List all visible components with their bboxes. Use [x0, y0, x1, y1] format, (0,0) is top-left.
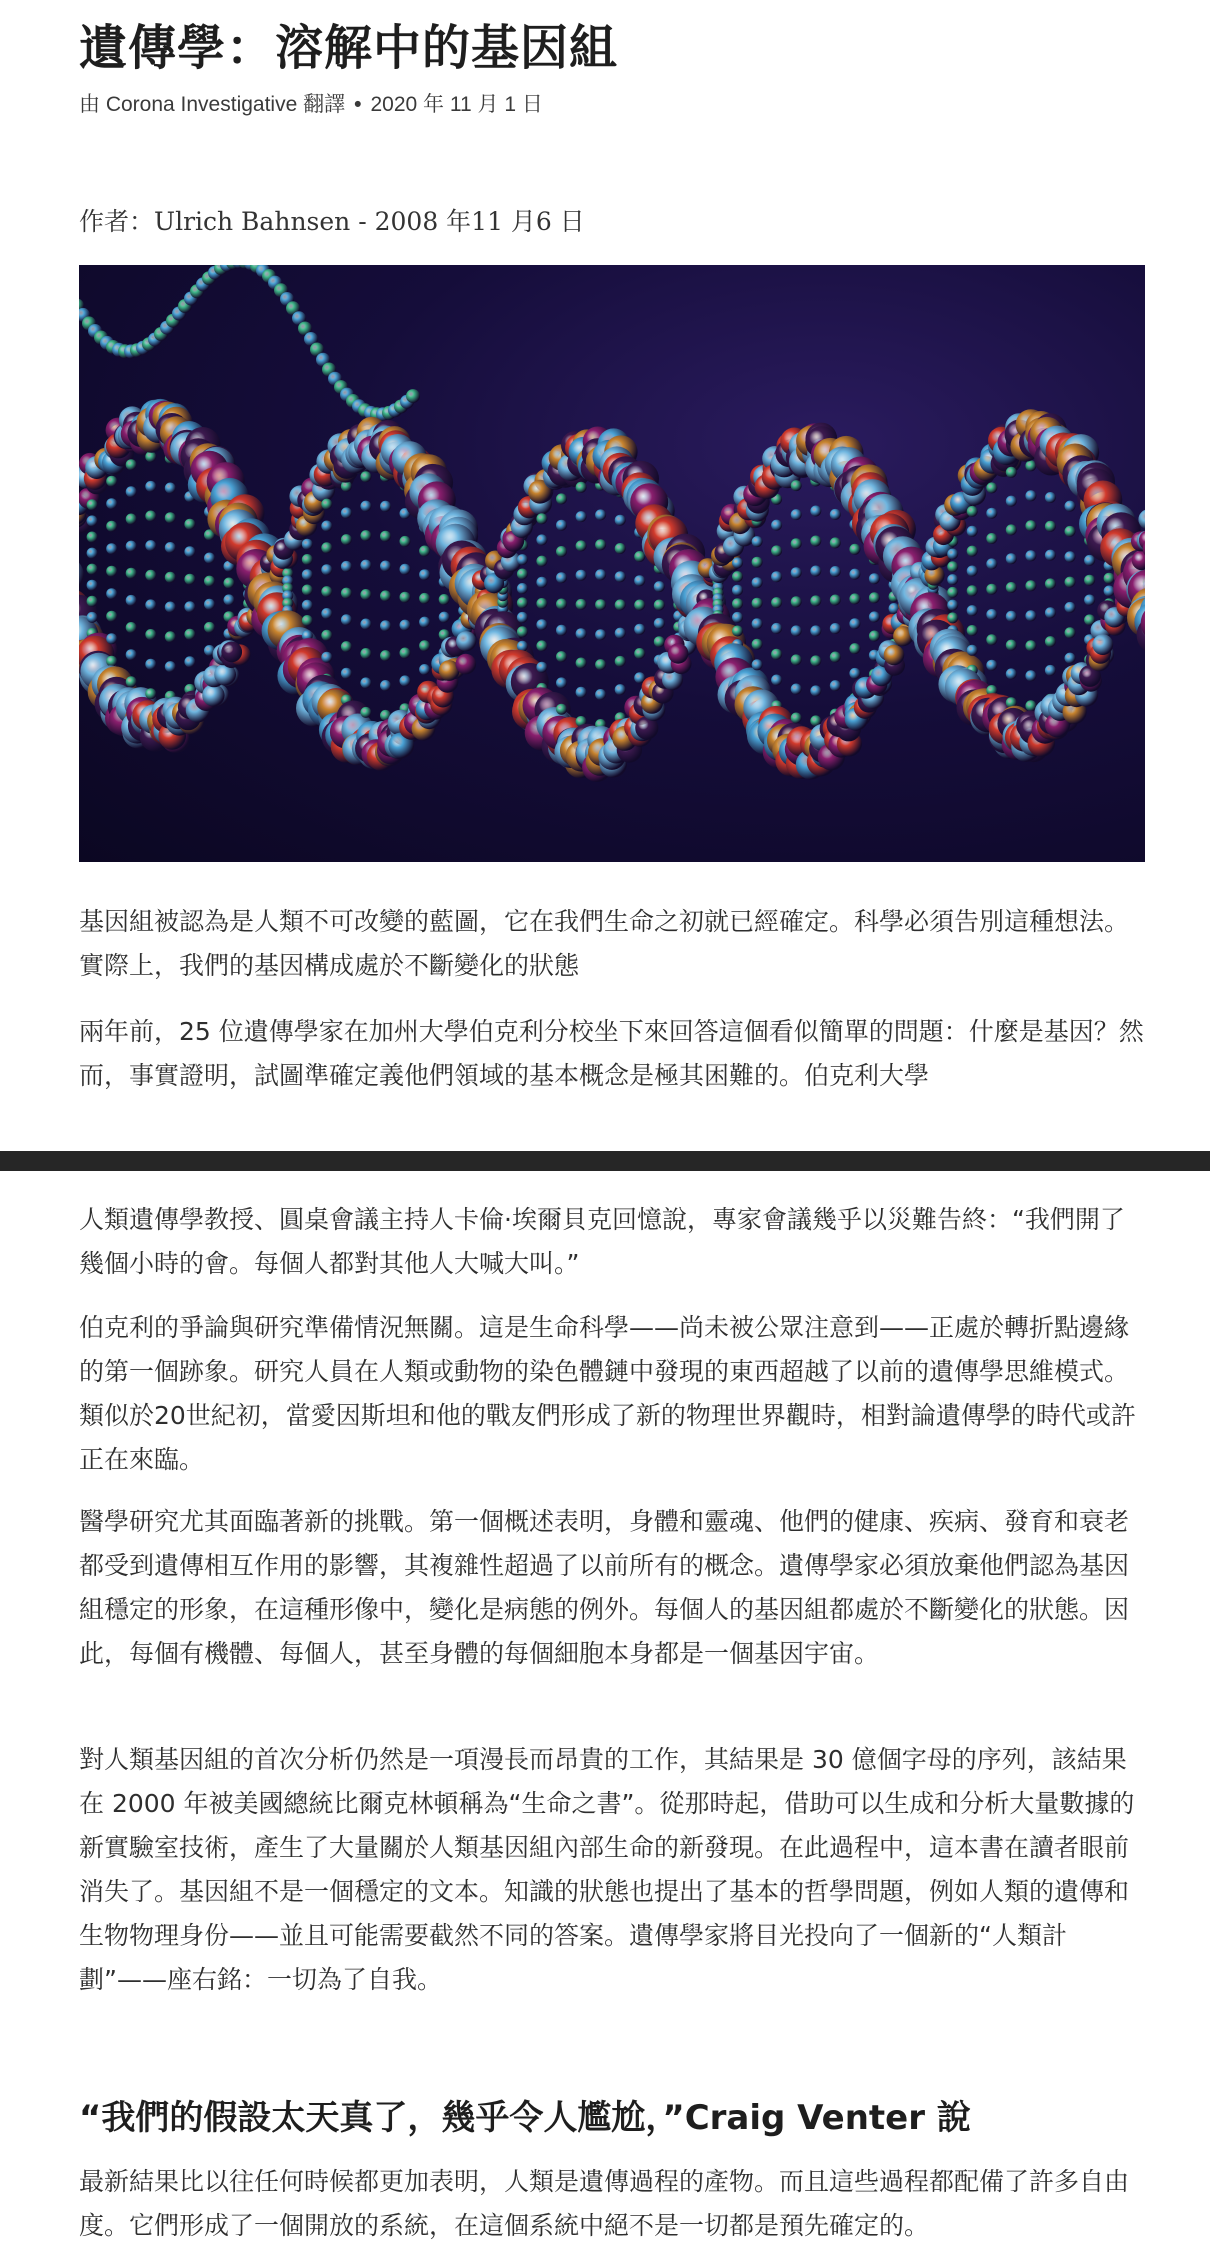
helix-bead	[1092, 634, 1113, 655]
helix-bead	[204, 599, 215, 610]
helix-bead	[556, 599, 567, 610]
helix-bead	[967, 645, 978, 656]
helix-bead	[752, 577, 763, 588]
helix-bead	[517, 554, 528, 565]
helix-bead	[1045, 550, 1056, 561]
helix-bead	[1084, 575, 1095, 586]
helix-bead	[400, 675, 411, 686]
helix-bead	[106, 521, 117, 532]
helix-bead	[967, 585, 978, 596]
helix-bead	[576, 658, 587, 669]
helix-bead	[556, 704, 567, 715]
helix-bead	[556, 493, 567, 504]
author-line: 作者：Ulrich Bahnsen - 2008 年11 月6 日	[79, 207, 585, 236]
helix-bead	[732, 557, 743, 568]
helix-bead	[145, 629, 156, 640]
helix-bead	[771, 520, 782, 531]
helix-bead	[380, 561, 391, 572]
helix-bead	[869, 592, 880, 603]
helix-bead	[517, 612, 528, 623]
helix-bead	[986, 508, 997, 519]
helix-bead	[341, 561, 352, 572]
helix-bead	[126, 541, 137, 552]
helix-bead	[595, 599, 606, 610]
helix-bead	[517, 569, 528, 580]
helix-bead	[615, 543, 626, 554]
helix-bead	[126, 649, 137, 660]
helix-bead	[302, 539, 313, 550]
helix-bead	[1006, 496, 1017, 507]
helix-bead	[752, 536, 763, 547]
helix-bead	[165, 572, 176, 583]
helix-bead	[967, 566, 978, 577]
helix-bead	[419, 593, 430, 604]
helix-bead	[615, 599, 626, 610]
helix-bead	[165, 542, 176, 553]
helix-bead	[419, 640, 430, 651]
helix-bead	[986, 558, 997, 569]
helix-bead	[439, 612, 450, 623]
helix-bead	[1065, 501, 1076, 512]
helix-bead	[556, 677, 567, 688]
helix-bead	[321, 564, 332, 575]
helix-bead	[536, 577, 547, 588]
helix-bead	[1006, 668, 1017, 679]
helix-bead	[869, 631, 880, 642]
helix-bead	[380, 620, 391, 631]
helix-bead	[536, 598, 547, 609]
helix-bead	[360, 589, 371, 600]
helix-bead	[184, 546, 195, 557]
helix-bead	[849, 618, 860, 629]
helix-bead	[615, 684, 626, 695]
helix-bead	[810, 506, 821, 517]
helix-bead	[869, 573, 880, 584]
helix-bead	[1025, 520, 1036, 531]
helix-bead	[517, 597, 528, 608]
helix-bead	[456, 654, 477, 675]
helix-bead	[126, 486, 137, 497]
helix-bead	[224, 594, 235, 605]
helix-bead	[536, 556, 547, 567]
helix-bead	[321, 630, 332, 641]
helix-bead	[106, 633, 117, 644]
helix-bead	[810, 536, 821, 547]
helix-bead	[1025, 580, 1036, 591]
helix-bead	[341, 641, 352, 652]
helix-bead	[341, 588, 352, 599]
helix-bead	[419, 569, 430, 580]
helix-bead	[556, 546, 567, 557]
helix-bead	[106, 543, 117, 554]
helix-bead	[360, 707, 371, 718]
helix-bead	[849, 668, 860, 679]
helix-bead	[556, 651, 567, 662]
helix-bead	[341, 668, 352, 679]
helix-bead	[849, 569, 860, 580]
helix-bead	[810, 655, 821, 666]
helix-bead	[771, 623, 782, 634]
helix-bead	[106, 498, 117, 509]
helix-bead	[986, 634, 997, 645]
helix-bead	[126, 459, 137, 470]
helix-bead	[1025, 640, 1036, 651]
helix-bead	[380, 650, 391, 661]
helix-bead	[1025, 490, 1036, 501]
helix-bead	[830, 680, 841, 691]
helix-bead	[771, 545, 782, 556]
helix-bead	[145, 570, 156, 581]
helix-bead	[126, 514, 137, 525]
helix-bead	[87, 596, 98, 607]
helix-bead	[145, 511, 156, 522]
helix-bead	[884, 645, 905, 666]
helix-bead	[967, 506, 978, 517]
helix-bead	[536, 640, 547, 651]
dna-helix-illustration	[79, 265, 1145, 862]
helix-bead	[145, 451, 156, 462]
helix-bead	[106, 476, 117, 487]
helix-bead	[87, 499, 98, 510]
helix-bead	[517, 583, 528, 594]
helix-bead	[400, 620, 411, 631]
helix-bead	[1045, 636, 1056, 647]
helix-bead	[380, 531, 391, 542]
helix-bead	[732, 626, 743, 637]
helix-bead	[615, 628, 626, 639]
helix-bead	[810, 685, 821, 696]
paragraph-intro-2: 兩年前，25 位遺傳學家在加州大學伯克利分校坐下來回答這個看似簡單的問題：什麼是基因？然而，事實證明，試圖準確定義他們領域的基本概念是極其困難的。伯克利大學	[79, 1017, 1144, 1090]
paragraph-body-5: 最新結果比以往任何時候都更加表明，人類是遺傳過程的產物。而且這些過程都配備了許多自由度。它們形成了一個開放的系統，在這個系統中絕不是一切都是預先確定的。	[79, 2167, 1130, 2240]
helix-bead	[947, 587, 958, 598]
helix-bead	[302, 600, 313, 611]
helix-bead	[204, 622, 215, 633]
helix-bead	[165, 631, 176, 642]
helix-bead	[302, 554, 313, 565]
helix-bead	[406, 389, 420, 403]
helix-bead	[126, 676, 137, 687]
helix-bead	[536, 534, 547, 545]
helix-bead	[400, 648, 411, 659]
helix-bead	[321, 608, 332, 619]
helix-bead	[1006, 467, 1017, 478]
helix-bead	[849, 544, 860, 555]
helix-bead	[752, 598, 763, 609]
helix-bead	[1025, 670, 1036, 681]
helix-bead	[1104, 586, 1115, 597]
helix-bead	[321, 521, 332, 532]
helix-bead	[184, 519, 195, 530]
helix-bead	[810, 566, 821, 577]
helix-bead	[830, 509, 841, 520]
helix-bead	[1065, 627, 1076, 638]
helix-bead	[106, 656, 117, 667]
helix-bead	[87, 612, 98, 623]
helix-bead	[986, 609, 997, 620]
helix-bead	[1084, 595, 1095, 606]
helix-bead	[1025, 610, 1036, 621]
helix-bead	[126, 622, 137, 633]
helix-bead	[106, 588, 117, 599]
helix-bead	[947, 549, 958, 560]
helix-bead	[634, 648, 645, 659]
helix-bead	[752, 618, 763, 629]
helix-bead	[791, 625, 802, 636]
helix-bead	[380, 501, 391, 512]
helix-bead	[380, 590, 391, 601]
helix-bead	[576, 628, 587, 639]
helix-bead	[419, 546, 430, 557]
helix-bead	[204, 576, 215, 587]
helix-bead	[360, 560, 371, 571]
helix-bead	[145, 481, 156, 492]
helix-bead	[595, 509, 606, 520]
dna-double-helix-image	[79, 265, 1145, 862]
helix-bead	[419, 617, 430, 628]
helix-bead	[595, 629, 606, 640]
helix-bead	[360, 648, 371, 659]
helix-bead	[360, 677, 371, 688]
helix-bead	[615, 515, 626, 526]
helix-bead	[165, 661, 176, 672]
helix-bead	[165, 512, 176, 523]
helix-bead	[654, 618, 665, 629]
helix-bead	[106, 566, 117, 577]
helix-bead	[1065, 653, 1076, 664]
helix-bead	[849, 593, 860, 604]
helix-bead	[1065, 551, 1076, 562]
helix-bead	[145, 659, 156, 670]
helix-bead	[341, 614, 352, 625]
helix-bead	[302, 569, 313, 580]
helix-bead	[576, 599, 587, 610]
helix-bead	[830, 566, 841, 577]
article-title: 遺傳學：溶解中的基因組	[79, 20, 619, 76]
helix-bead	[360, 501, 371, 512]
paragraph-body-1: 人類遺傳學教授、圓桌會議主持人卡倫·埃爾貝克回憶說，專家會議幾乎以災難告終：“我們開了幾個小時的會。每個人都對其他人大喊大叫。”	[79, 1205, 1125, 1278]
paragraph-body-2: 伯克利的爭論與研究準備情況無關。這是生命科學——尚未被公眾注意到——正處於轉折點邊緣的第一個跡象。研究人員在人類或動物的染色體鏈中發現的東西超越了以前的遺傳學思維模式。類似於20世紀初，當愛因斯坦和他的戰友們形成了新的物理世界觀時，相對論遺傳學的時代或許正在來臨。	[79, 1313, 1136, 1474]
helix-bead	[321, 499, 332, 510]
helix-bead	[165, 602, 176, 613]
byline-separator: •	[354, 93, 362, 116]
helix-bead	[771, 597, 782, 608]
helix-bead	[791, 596, 802, 607]
helix-bead	[1084, 555, 1095, 566]
helix-bead	[595, 689, 606, 700]
helix-bead	[986, 660, 997, 671]
helix-bead	[87, 564, 98, 575]
helix-bead	[595, 659, 606, 670]
helix-bead	[1045, 492, 1056, 503]
helix-bead	[634, 575, 645, 586]
helix-bead	[224, 578, 235, 589]
helix-bead	[145, 540, 156, 551]
helix-bead	[517, 626, 528, 637]
helix-bead	[576, 540, 587, 551]
helix-bead	[145, 688, 156, 699]
helix-bead	[87, 532, 98, 543]
helix-bead	[771, 571, 782, 582]
helix-bead	[967, 526, 978, 537]
helix-bead	[732, 612, 743, 623]
helix-bead	[634, 624, 645, 635]
helix-bead	[615, 571, 626, 582]
helix-bead	[145, 599, 156, 610]
helix-bead	[771, 649, 782, 660]
helix-bead	[576, 687, 587, 698]
helix-bead	[456, 631, 476, 651]
helix-bead	[791, 538, 802, 549]
helix-bead	[1006, 640, 1017, 651]
helix-bead	[654, 600, 665, 611]
helix-bead	[87, 580, 98, 591]
helix-bead	[321, 586, 332, 597]
helix-bead	[830, 623, 841, 634]
page-divider	[0, 1151, 1210, 1171]
section-subheading: “我們的假設太天真了，幾乎令人尷尬，”Craig Venter 說	[79, 2098, 971, 2138]
helix-bead	[341, 534, 352, 545]
byline	[79, 88, 1145, 122]
helix-bead	[986, 533, 997, 544]
helix-bead	[810, 625, 821, 636]
helix-bead	[752, 659, 763, 670]
byline-date: 2020 年 11 月 1 日	[370, 93, 543, 116]
helix-bead	[1006, 553, 1017, 564]
byline-translator: 由 Corona Investigative 翻譯	[79, 93, 346, 116]
helix-bead	[341, 507, 352, 518]
helix-bead	[1006, 611, 1017, 622]
helix-bead	[791, 509, 802, 520]
helix-bead	[87, 548, 98, 559]
helix-bead	[165, 483, 176, 494]
helix-bead	[1045, 521, 1056, 532]
helix-bead	[536, 662, 547, 673]
helix-bead	[360, 619, 371, 630]
helix-bead	[576, 482, 587, 493]
helix-bead	[1006, 524, 1017, 535]
helix-bead	[791, 654, 802, 665]
helix-bead	[439, 594, 450, 605]
helix-bead	[302, 615, 313, 626]
helix-bead	[87, 515, 98, 526]
helix-bead	[830, 652, 841, 663]
helix-bead	[576, 511, 587, 522]
helix-bead	[732, 585, 743, 596]
helix-bead	[967, 605, 978, 616]
helix-bead	[830, 537, 841, 548]
helix-bead	[849, 643, 860, 654]
helix-bead	[106, 611, 117, 622]
helix-bead	[1025, 550, 1036, 561]
helix-bead	[967, 546, 978, 557]
helix-bead	[184, 629, 195, 640]
paragraph-body-3: 醫學研究尤其面臨著新的挑戰。第一個概述表明，身體和靈魂、他們的健康、疾病、發育和衰老都受到遺傳相互作用的影響，其複雜性超過了以前所有的概念。遺傳學家必須放棄他們認為基因組穩定的形象，在這種形像中，變化是病態的例外。每個人的基因組都處於不斷變化的狀態。因此，每個有機體、每個人，甚至身體的每個細胞本身都是一個基因宇宙。	[79, 1507, 1130, 1668]
helix-bead	[419, 664, 430, 675]
helix-bead	[126, 595, 137, 606]
helix-bead	[791, 480, 802, 491]
paragraph-intro-1: 基因組被認為是人類不可改變的藍圖，它在我們生命之初就已經確定。科學必須告別這種想法。實際上，我們的基因構成處於不斷變化的狀態	[79, 907, 1130, 980]
helix-bead	[986, 482, 997, 493]
helix-bead	[869, 611, 880, 622]
helix-bead	[1065, 577, 1076, 588]
helix-bead	[556, 520, 567, 531]
helix-bead	[321, 652, 332, 663]
helix-bead	[302, 585, 313, 596]
helix-bead	[732, 571, 743, 582]
helix-bead	[1025, 700, 1036, 711]
helix-bead	[1006, 582, 1017, 593]
helix-bead	[947, 600, 958, 611]
helix-bead	[400, 592, 411, 603]
helix-bead	[771, 675, 782, 686]
helix-bead	[654, 636, 665, 647]
helix-bead	[536, 619, 547, 630]
helix-bead	[184, 656, 195, 667]
helix-bead	[791, 684, 802, 695]
helix-bead	[752, 639, 763, 650]
helix-bead	[204, 553, 215, 564]
helix-bead	[967, 625, 978, 636]
helix-bead	[400, 536, 411, 547]
helix-bead	[634, 551, 645, 562]
helix-bead	[321, 542, 332, 553]
helix-bead	[126, 568, 137, 579]
helix-bead	[986, 584, 997, 595]
helix-bead	[1065, 526, 1076, 537]
helix-bead	[668, 643, 688, 663]
helix-bead	[360, 530, 371, 541]
helix-bead	[791, 567, 802, 578]
helix-bead	[634, 600, 645, 611]
paragraph-body-4: 對人類基因組的首次分析仍然是一項漫長而昂貴的工作，其結果是 30 億個字母的序列，該結果在 2000 年被美國總統比爾克林頓稱為“生命之書”。從那時起，借助可以生成和分析大量數據的新實驗室技術，產生了大量關於人類基因組內部生命的新發現。在此過程中，這本書在讀者眼前消失了。基因組不是一個穩定的文本。知識的狀態也提出了基本的哲學問題，例如人類的遺傳和生物物理身份——並且可能需要截然不同的答案。遺傳學家將目光投向了一個新的“人類計劃”——座右銘：一切為了自我。	[79, 1745, 1135, 1994]
helix-bead	[947, 612, 958, 623]
helix-bead	[202, 684, 224, 706]
helix-bead	[576, 570, 587, 581]
helix-bead	[947, 561, 958, 572]
helix-bead	[536, 513, 547, 524]
helix-bead	[556, 572, 567, 583]
helix-bead	[184, 601, 195, 612]
helix-bead	[1045, 607, 1056, 618]
helix-bead	[400, 564, 411, 575]
helix-bead	[79, 556, 84, 596]
helix-bead	[1065, 602, 1076, 613]
helix-bead	[184, 574, 195, 585]
helix-bead	[732, 598, 743, 609]
helix-bead	[752, 557, 763, 568]
helix-bead	[615, 656, 626, 667]
helix-bead	[830, 595, 841, 606]
helix-bead	[791, 713, 802, 724]
helix-bead	[1045, 578, 1056, 589]
helix-bead	[595, 569, 606, 580]
helix-bead	[221, 642, 242, 663]
helix-bead	[1045, 665, 1056, 676]
helix-bead	[947, 574, 958, 585]
helix-bead	[1104, 573, 1115, 584]
helix-bead	[810, 595, 821, 606]
helix-bead	[654, 581, 665, 592]
helix-bead	[556, 625, 567, 636]
helix-bead	[360, 471, 371, 482]
helix-bead	[380, 680, 391, 691]
helix-bead	[595, 539, 606, 550]
